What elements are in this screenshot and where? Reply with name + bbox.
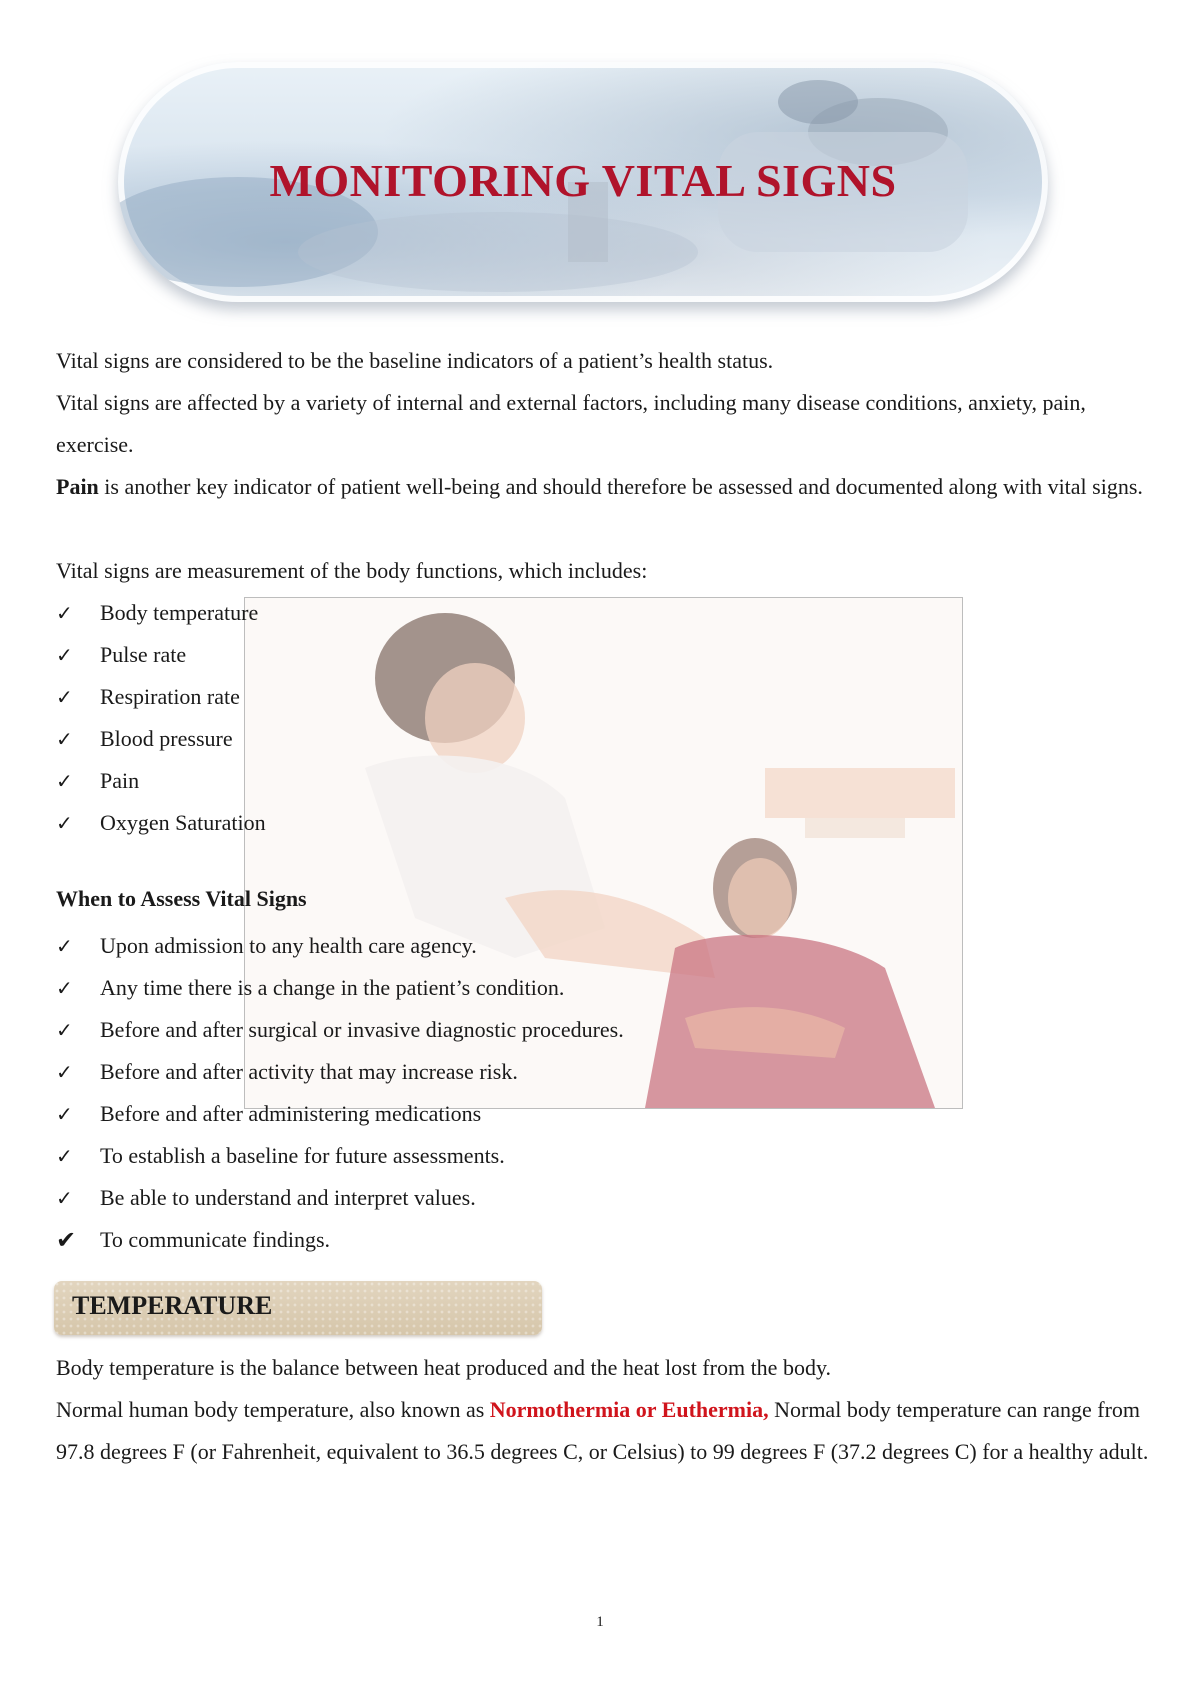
check-mark-icon: ✓ [56,934,73,958]
page-number: 1 [596,1614,604,1630]
list-item: ✓ Body temperature [56,592,266,634]
list-item: ✓ Pulse rate [56,634,266,676]
check-mark-icon: ✓ [56,1102,73,1126]
assess-heading: When to Assess Vital Signs [56,886,307,911]
vital-signs-list [56,592,266,844]
assess-list [56,925,624,1261]
check-mark-icon: ✔ [56,1226,77,1254]
list-item: ✓ Upon admission to any health care agency. [56,925,624,967]
list-item: ✓ Any time there is a change in the patient’s condition. [56,967,624,1009]
list-item: ✓ To establish a baseline for future assessments. [56,1135,624,1177]
pain-bold: Pain [56,474,99,499]
intro-paragraph-3 [56,466,1156,508]
list-item: ✓ Pain [56,760,266,802]
intro-paragraph-2: Vital signs are affected by a variety of internal and external factors, including many disease conditions, anxiety, pain, exercise. [56,390,1086,457]
check-mark-icon: ✓ [56,601,73,625]
pain-text: is another key indicator of patient well-being and should therefore be assessed and documented along with vital signs. [98,474,1143,499]
check-mark-icon: ✓ [56,769,73,793]
check-mark-icon: ✓ [56,1186,73,1210]
intro-paragraph-4: Vital signs are measurement of the body functions, which includes: [56,558,648,583]
check-mark-icon: ✓ [56,727,73,751]
check-mark-icon: ✓ [56,643,73,667]
check-mark-icon: ✓ [56,685,73,709]
list-item: ✓ Oxygen Saturation [56,802,266,844]
list-item: ✓ Before and after surgical or invasive diagnostic procedures. [56,1009,624,1051]
list-item: ✓ Blood pressure [56,718,266,760]
list-item: ✔ To communicate findings. [56,1219,624,1261]
list-item: ✓ Be able to understand and interpret values. [56,1177,624,1219]
normothermia-term: Normothermia or Euthermia, [489,1397,769,1422]
temperature-heading: TEMPERATURE [72,1291,273,1320]
check-mark-icon: ✓ [56,1018,73,1042]
check-mark-icon: ✓ [56,976,73,1000]
temperature-heading-box [54,1281,542,1335]
temperature-paragraph-2: Normal human body temperature, also known as Normothermia or Euthermia, Normal body temperature can range from 97.8 degrees F (or Fahrenheit, equivalent to 36.5 degrees C, or Celsius) to 99 degrees F (37.2 degrees C) for a healthy adult. [56,1397,1149,1464]
check-mark-icon: ✓ [56,1144,73,1168]
page-title: MONITORING VITAL SIGNS [269,155,897,206]
intro-paragraph-1: Vital signs are considered to be the baseline indicators of a patient’s health status. [56,348,774,373]
check-mark-icon: ✓ [56,1060,73,1084]
check-mark-icon: ✓ [56,811,73,835]
list-item: ✓ Respiration rate [56,676,266,718]
title-banner [118,62,1048,302]
temperature-paragraph-1: Body temperature is the balance between heat produced and the heat lost from the body. [56,1355,832,1380]
list-item: ✓ Before and after administering medications [56,1093,624,1135]
list-item: ✓ Before and after activity that may increase risk. [56,1051,624,1093]
